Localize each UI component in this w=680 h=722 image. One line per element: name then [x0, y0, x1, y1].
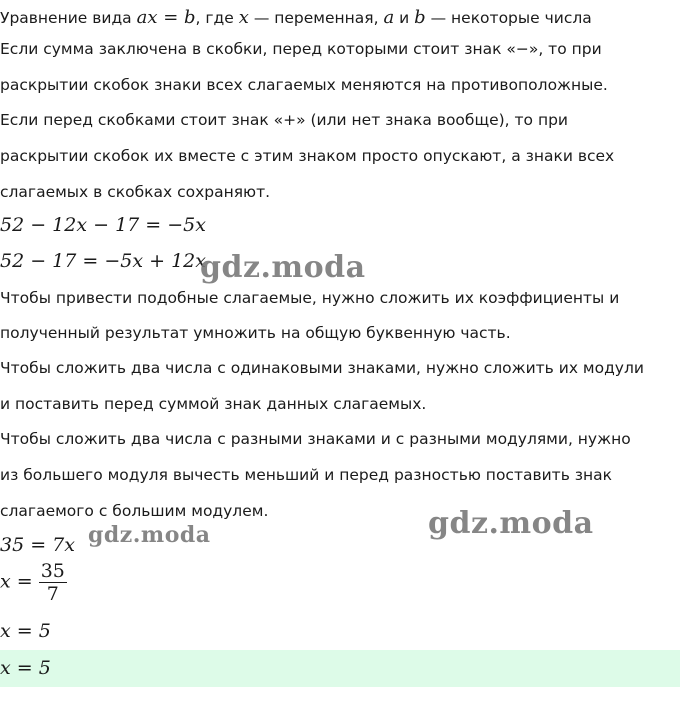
rule-plus-line-3: слагаемых в скобках сохраняют.	[0, 183, 271, 201]
rule-same-sign-line-1: Чтобы сложить два числа с одинаковыми знаками, нужно сложить их модули	[0, 359, 644, 377]
equation-3: 35 = 7x	[0, 534, 75, 556]
rule-plus-line-2: раскрытии скобок их вместе с этим знаком просто опускают, а знаки всех	[0, 147, 615, 165]
answer-box	[0, 650, 680, 687]
fraction-denominator: 7	[46, 583, 59, 605]
equation-5: x = 5	[0, 620, 51, 642]
intro-equation: ax = b	[136, 7, 196, 28]
rule-like-terms-line-2: полученный результат умножить на общую буквенную часть.	[0, 324, 511, 342]
rule-diff-sign-line-1: Чтобы сложить два числа с разными знаками и с разными модулями, нужно	[0, 430, 631, 448]
rule-minus-line-1: Если сумма заключена в скобки, перед которыми стоит знак «−», то при	[0, 40, 602, 58]
rule-diff-sign-line-2: из большего модуля вычесть меньший и перед разностью поставить знак	[0, 466, 613, 484]
watermark-logo: gdz.moda	[88, 522, 211, 548]
rule-same-sign-line-2: и поставить перед суммой знак данных слагаемых.	[0, 395, 427, 413]
fraction-numerator: 35	[40, 560, 65, 582]
fraction	[39, 560, 67, 605]
watermark-logo: gdz.moda	[428, 506, 594, 541]
rule-like-terms-line-1: Чтобы привести подобные слагаемые, нужно сложить их коэффициенты и	[0, 289, 620, 307]
equation-4: x = $\frac{35}{7}$	[0, 560, 65, 605]
rule-plus-line-1: Если перед скобками стоит знак «+» (или нет знака вообще), то при	[0, 111, 568, 129]
answer-equation: x = 5	[0, 657, 51, 679]
intro-line: Уравнение вида ax = b, где x — переменная, a и b — некоторые числа	[0, 7, 592, 28]
equation-1: 52 − 12x − 17 = −5x	[0, 214, 206, 236]
rule-diff-sign-line-3: слагаемого с большим модулем.	[0, 502, 269, 520]
watermark-logo: gdz.moda	[200, 250, 366, 285]
equation-2: 52 − 17 = −5x + 12x	[0, 250, 206, 272]
rule-minus-line-2: раскрытии скобок знаки всех слагаемых меняются на противоположные.	[0, 76, 608, 94]
